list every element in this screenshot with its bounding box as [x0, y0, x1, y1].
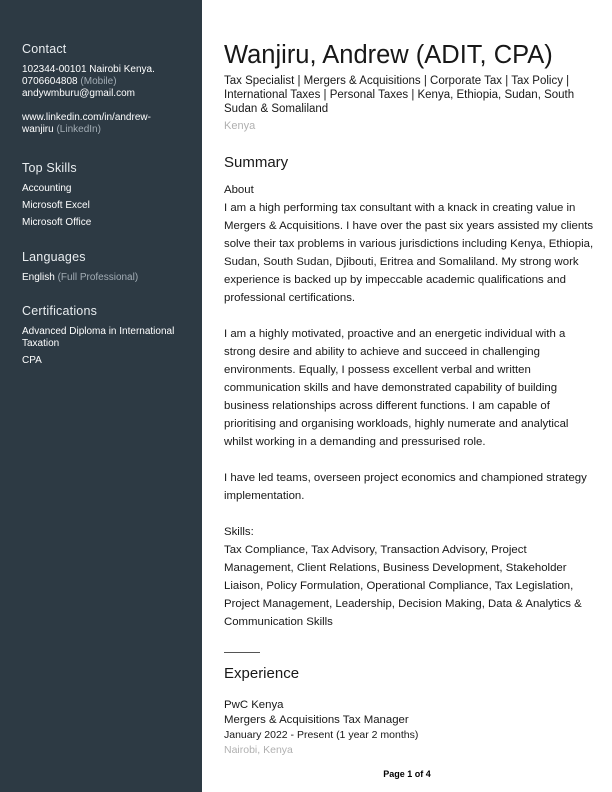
summary-paragraph: I am a high performing tax consultant with a knack in creating value in Mergers & Acquisitions. I have over the past six years assisted my clients solve their tax problems in various jurisdictions including Kenya, Ethiopia, Sudan, South Sudan, Djibouti, Eritrea and Somaliland. My strong work experience is backed up by impeccable academic qualifications and professional certifications.	[224, 202, 594, 304]
job-company: PwC Kenya	[224, 699, 284, 711]
top-skill-item: Microsoft Office	[22, 217, 92, 228]
contact-linkedin-row	[22, 124, 192, 136]
experience-heading: Experience	[224, 665, 300, 682]
certifications-heading: Certifications	[22, 304, 98, 318]
top-skills-heading: Top Skills	[22, 161, 77, 175]
section-divider	[224, 652, 260, 653]
contact-phone-label: (Mobile)	[80, 76, 117, 87]
summary-about-label: About	[224, 184, 254, 196]
certification-item: Advanced Diploma in International Taxation	[22, 326, 175, 349]
job-dates: January 2022 - Present (1 year 2 months)	[224, 729, 419, 741]
contact-address: 102344-00101 Nairobi Kenya.	[22, 64, 155, 75]
summary-paragraph: I am a highly motivated, proactive and an energetic individual with a strong desire and ability to achieve and succeed in challenging environments. Equally, I possess excellent verbal and written communication skills and have demonstrated capability of building business relationships across different functions. I am capable of prioritising and organising workloads, highly numerate and analytical whilst working in a demanding and pressurised role.	[224, 328, 569, 448]
summary-heading: Summary	[224, 154, 289, 171]
contact-phone[interactable]: 0706604808	[22, 76, 78, 87]
summary-paragraph: I have led teams, overseen project economics and championed strategy implementation.	[224, 472, 587, 502]
languages-heading: Languages	[22, 250, 86, 264]
certification-item: CPA	[22, 355, 42, 366]
languages-section	[22, 250, 192, 289]
top-skill-item: Accounting	[22, 183, 72, 194]
contact-linkedin-url-line2[interactable]: wanjiru	[22, 124, 54, 135]
contact-linkedin-url-line1[interactable]: www.linkedin.com/in/andrew-	[22, 112, 151, 123]
top-skills-section	[22, 161, 192, 234]
job-title: Mergers & Acquisitions Tax Manager	[224, 714, 409, 726]
language-item	[22, 272, 192, 284]
summary-skills-label: Skills:	[224, 526, 254, 538]
contact-phone-row	[22, 76, 192, 88]
job-location: Nairobi, Kenya	[224, 744, 293, 756]
language-level: (Full Professional)	[57, 272, 139, 283]
profile-headline: Tax Specialist | Mergers & Acquisitions | Corporate Tax | Tax Policy | International Taxes | Personal Taxes | Kenya, Ethiopia, Sudan, South Sudan & Somaliland	[224, 75, 575, 115]
language-name: English	[22, 272, 55, 283]
contact-linkedin-label: (LinkedIn)	[56, 124, 101, 135]
contact-email[interactable]: andywmburu@gmail.com	[22, 88, 135, 99]
page-number: Page 1 of 4	[383, 769, 431, 779]
profile-location: Kenya	[224, 120, 256, 132]
certifications-section	[22, 304, 192, 372]
contact-section	[22, 42, 192, 136]
summary-body	[224, 181, 594, 631]
contact-heading: Contact	[22, 42, 67, 56]
experience-entry	[224, 698, 594, 758]
profile-name: Wanjiru, Andrew (ADIT, CPA)	[224, 41, 553, 69]
summary-skills: Tax Compliance, Tax Advisory, Transaction Advisory, Project Management, Client Relations, Business Development, Stakeholder Liaison, Policy Formulation, Operational Compliance, Tax Legislation, Project Management, Leadership, Decision Making, Data & Analytics & Communication Skills	[224, 544, 582, 628]
top-skill-item: Microsoft Excel	[22, 200, 90, 211]
sidebar	[0, 0, 202, 792]
